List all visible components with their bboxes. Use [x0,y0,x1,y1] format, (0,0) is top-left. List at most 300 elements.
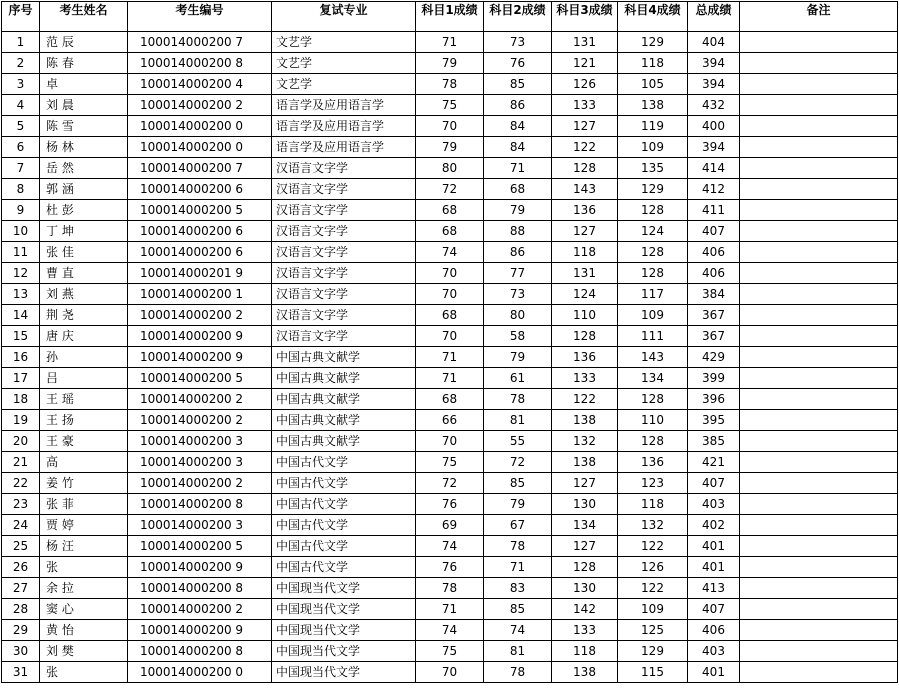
cell-major: 中国古代文学 [272,452,416,473]
score-table [1,1,898,683]
cell-subject-3: 118 [552,242,618,263]
cell-name: 窦 心 [40,599,128,620]
cell-subject-3: 143 [552,179,618,200]
cell-index: 10 [2,221,40,242]
cell-subject-2: 81 [484,641,552,662]
cell-total: 394 [688,74,740,95]
cell-subject-1: 76 [416,494,484,515]
cell-remark [740,557,898,578]
cell-name: 刘 晨 [40,95,128,116]
cell-subject-4: 143 [618,347,688,368]
cell-major: 汉语言文字学 [272,200,416,221]
cell-remark [740,578,898,599]
cell-major: 中国古典文献学 [272,431,416,452]
cell-remark [740,137,898,158]
cell-subject-2: 58 [484,326,552,347]
cell-subject-2: 76 [484,53,552,74]
cell-subject-4: 128 [618,242,688,263]
cell-subject-1: 70 [416,662,484,683]
cell-total: 432 [688,95,740,116]
cell-total: 367 [688,326,740,347]
cell-remark [740,431,898,452]
cell-total: 406 [688,620,740,641]
cell-index: 25 [2,536,40,557]
table-row [2,494,898,515]
cell-subject-2: 83 [484,578,552,599]
cell-subject-2: 79 [484,494,552,515]
cell-name: 杨 汪 [40,536,128,557]
cell-subject-4: 109 [618,305,688,326]
cell-subject-3: 132 [552,431,618,452]
cell-subject-2: 85 [484,599,552,620]
cell-total: 401 [688,536,740,557]
cell-total: 407 [688,599,740,620]
cell-subject-3: 133 [552,368,618,389]
table-row [2,95,898,116]
cell-major: 汉语言文字学 [272,263,416,284]
cell-total: 367 [688,305,740,326]
cell-subject-4: 126 [618,557,688,578]
cell-index: 9 [2,200,40,221]
cell-subject-2: 86 [484,95,552,116]
cell-subject-2: 77 [484,263,552,284]
cell-subject-2: 79 [484,347,552,368]
cell-major: 中国现当代文学 [272,620,416,641]
cell-subject-3: 131 [552,32,618,53]
cell-subject-2: 71 [484,557,552,578]
cell-subject-3: 130 [552,578,618,599]
cell-subject-4: 129 [618,179,688,200]
cell-name: 高 [40,452,128,473]
cell-subject-3: 127 [552,473,618,494]
cell-subject-2: 73 [484,32,552,53]
cell-subject-1: 70 [416,284,484,305]
cell-remark [740,326,898,347]
cell-name: 余 拉 [40,578,128,599]
cell-subject-4: 111 [618,326,688,347]
table-row [2,410,898,431]
cell-subject-4: 110 [618,410,688,431]
cell-remark [740,158,898,179]
cell-major: 中国古代文学 [272,557,416,578]
cell-total: 403 [688,641,740,662]
header-subject-2: 科目2成绩 [484,2,552,32]
cell-candidate-id: 100014000200 6 [128,221,272,242]
cell-index: 31 [2,662,40,683]
cell-subject-4: 138 [618,95,688,116]
cell-subject-4: 135 [618,158,688,179]
cell-total: 406 [688,263,740,284]
cell-name: 范 辰 [40,32,128,53]
cell-subject-4: 128 [618,431,688,452]
cell-candidate-id: 100014000200 8 [128,578,272,599]
cell-candidate-id: 100014000200 3 [128,431,272,452]
cell-remark [740,536,898,557]
cell-name: 张 菲 [40,494,128,515]
cell-total: 399 [688,368,740,389]
cell-total: 407 [688,221,740,242]
cell-remark [740,389,898,410]
cell-major: 文艺学 [272,32,416,53]
cell-subject-4: 115 [618,662,688,683]
cell-subject-4: 109 [618,599,688,620]
cell-remark [740,74,898,95]
header-subject-3: 科目3成绩 [552,2,618,32]
table-row [2,179,898,200]
cell-index: 19 [2,410,40,431]
cell-major: 中国古代文学 [272,494,416,515]
cell-subject-4: 122 [618,536,688,557]
cell-subject-2: 85 [484,473,552,494]
cell-subject-3: 127 [552,116,618,137]
header-index: 序号 [2,2,40,32]
cell-subject-3: 138 [552,662,618,683]
header-subject-1: 科目1成绩 [416,2,484,32]
cell-candidate-id: 100014000201 9 [128,263,272,284]
cell-name: 岳 然 [40,158,128,179]
header-row [2,2,898,32]
cell-index: 3 [2,74,40,95]
cell-subject-2: 72 [484,452,552,473]
cell-subject-1: 72 [416,473,484,494]
table-row [2,221,898,242]
cell-candidate-id: 100014000200 2 [128,599,272,620]
cell-subject-4: 128 [618,263,688,284]
table-row [2,137,898,158]
cell-subject-1: 72 [416,179,484,200]
cell-remark [740,242,898,263]
cell-major: 语言学及应用语言学 [272,116,416,137]
cell-major: 汉语言文字学 [272,305,416,326]
cell-subject-1: 70 [416,431,484,452]
cell-name: 黄 怡 [40,620,128,641]
cell-major: 中国古典文献学 [272,347,416,368]
cell-major: 汉语言文字学 [272,242,416,263]
cell-subject-2: 78 [484,662,552,683]
cell-subject-1: 78 [416,578,484,599]
cell-subject-2: 80 [484,305,552,326]
cell-major: 文艺学 [272,53,416,74]
cell-index: 28 [2,599,40,620]
cell-subject-3: 124 [552,284,618,305]
cell-name: 孙 [40,347,128,368]
cell-candidate-id: 100014000200 2 [128,305,272,326]
cell-name: 张 佳 [40,242,128,263]
cell-candidate-id: 100014000200 9 [128,620,272,641]
cell-index: 21 [2,452,40,473]
cell-index: 18 [2,389,40,410]
cell-candidate-id: 100014000200 2 [128,95,272,116]
table-row [2,515,898,536]
table-row [2,641,898,662]
cell-subject-3: 133 [552,95,618,116]
cell-index: 8 [2,179,40,200]
cell-candidate-id: 100014000200 6 [128,179,272,200]
cell-total: 411 [688,200,740,221]
cell-index: 14 [2,305,40,326]
cell-subject-1: 74 [416,242,484,263]
cell-name: 刘 樊 [40,641,128,662]
cell-total: 396 [688,389,740,410]
cell-candidate-id: 100014000200 7 [128,158,272,179]
cell-total: 407 [688,473,740,494]
cell-subject-1: 71 [416,32,484,53]
cell-remark [740,494,898,515]
cell-major: 语言学及应用语言学 [272,95,416,116]
cell-total: 421 [688,452,740,473]
cell-remark [740,347,898,368]
table-row [2,158,898,179]
cell-subject-4: 134 [618,368,688,389]
cell-remark [740,473,898,494]
cell-index: 27 [2,578,40,599]
cell-name: 刘 燕 [40,284,128,305]
cell-total: 401 [688,662,740,683]
cell-subject-2: 78 [484,536,552,557]
table-row [2,389,898,410]
cell-remark [740,599,898,620]
cell-subject-3: 126 [552,74,618,95]
header-remark: 备注 [740,2,898,32]
cell-remark [740,410,898,431]
cell-subject-3: 130 [552,494,618,515]
cell-subject-2: 85 [484,74,552,95]
cell-total: 429 [688,347,740,368]
cell-subject-1: 71 [416,347,484,368]
cell-subject-4: 136 [618,452,688,473]
cell-subject-1: 70 [416,263,484,284]
cell-subject-3: 131 [552,263,618,284]
cell-subject-1: 79 [416,53,484,74]
cell-major: 中国古代文学 [272,536,416,557]
cell-remark [740,452,898,473]
cell-index: 2 [2,53,40,74]
cell-subject-1: 70 [416,326,484,347]
cell-subject-1: 75 [416,641,484,662]
cell-major: 汉语言文字学 [272,326,416,347]
table-row [2,620,898,641]
cell-index: 30 [2,641,40,662]
cell-candidate-id: 100014000200 5 [128,368,272,389]
cell-subject-2: 71 [484,158,552,179]
cell-subject-3: 128 [552,557,618,578]
cell-name: 贾 婷 [40,515,128,536]
cell-subject-1: 75 [416,452,484,473]
cell-name: 卓 [40,74,128,95]
cell-major: 汉语言文字学 [272,179,416,200]
cell-remark [740,263,898,284]
cell-subject-2: 67 [484,515,552,536]
cell-major: 汉语言文字学 [272,158,416,179]
cell-major: 汉语言文字学 [272,284,416,305]
cell-major: 中国现当代文学 [272,599,416,620]
cell-total: 400 [688,116,740,137]
cell-subject-1: 78 [416,74,484,95]
cell-subject-1: 74 [416,536,484,557]
cell-subject-3: 118 [552,641,618,662]
table-row [2,368,898,389]
cell-name: 曹 直 [40,263,128,284]
cell-remark [740,221,898,242]
cell-remark [740,515,898,536]
cell-candidate-id: 100014000200 9 [128,326,272,347]
cell-index: 24 [2,515,40,536]
cell-index: 4 [2,95,40,116]
cell-subject-3: 136 [552,347,618,368]
cell-remark [740,95,898,116]
cell-subject-3: 138 [552,452,618,473]
cell-candidate-id: 100014000200 9 [128,347,272,368]
cell-name: 陈 雪 [40,116,128,137]
cell-major: 中国古代文学 [272,473,416,494]
cell-subject-3: 127 [552,221,618,242]
cell-subject-3: 142 [552,599,618,620]
cell-subject-4: 129 [618,32,688,53]
cell-subject-4: 128 [618,200,688,221]
table-row [2,536,898,557]
cell-major: 汉语言文字学 [272,221,416,242]
cell-index: 17 [2,368,40,389]
cell-subject-1: 74 [416,620,484,641]
cell-index: 1 [2,32,40,53]
cell-name: 杜 彭 [40,200,128,221]
cell-candidate-id: 100014000200 1 [128,284,272,305]
cell-major: 中国古典文献学 [272,368,416,389]
cell-total: 403 [688,494,740,515]
cell-subject-2: 68 [484,179,552,200]
cell-subject-1: 71 [416,599,484,620]
cell-name: 唐 庆 [40,326,128,347]
cell-index: 11 [2,242,40,263]
cell-candidate-id: 100014000200 2 [128,410,272,431]
cell-index: 16 [2,347,40,368]
cell-candidate-id: 100014000200 3 [128,452,272,473]
cell-remark [740,662,898,683]
table-row [2,557,898,578]
cell-subject-2: 74 [484,620,552,641]
cell-total: 385 [688,431,740,452]
table-row [2,74,898,95]
cell-major: 中国古典文献学 [272,389,416,410]
cell-subject-2: 61 [484,368,552,389]
cell-major: 中国古典文献学 [272,410,416,431]
cell-subject-3: 138 [552,410,618,431]
cell-subject-1: 79 [416,137,484,158]
table-row [2,242,898,263]
cell-subject-3: 110 [552,305,618,326]
cell-subject-2: 55 [484,431,552,452]
cell-name: 郭 涵 [40,179,128,200]
cell-subject-4: 118 [618,53,688,74]
cell-name: 张 [40,662,128,683]
cell-subject-1: 75 [416,95,484,116]
cell-candidate-id: 100014000200 0 [128,116,272,137]
table-row [2,53,898,74]
cell-index: 26 [2,557,40,578]
cell-subject-1: 76 [416,557,484,578]
cell-subject-1: 68 [416,389,484,410]
cell-subject-2: 78 [484,389,552,410]
table-row [2,473,898,494]
table-row [2,263,898,284]
cell-name: 陈 春 [40,53,128,74]
table-row [2,452,898,473]
header-candidate-id: 考生编号 [128,2,272,32]
cell-candidate-id: 100014000200 5 [128,200,272,221]
cell-candidate-id: 100014000200 3 [128,515,272,536]
cell-subject-2: 81 [484,410,552,431]
cell-total: 394 [688,53,740,74]
table-row [2,578,898,599]
cell-candidate-id: 100014000200 5 [128,536,272,557]
table-row [2,200,898,221]
cell-index: 22 [2,473,40,494]
cell-subject-3: 127 [552,536,618,557]
cell-subject-4: 129 [618,641,688,662]
cell-major: 中国现当代文学 [272,578,416,599]
cell-candidate-id: 100014000200 0 [128,137,272,158]
header-subject-4: 科目4成绩 [618,2,688,32]
cell-subject-4: 119 [618,116,688,137]
cell-index: 23 [2,494,40,515]
cell-remark [740,641,898,662]
cell-total: 406 [688,242,740,263]
cell-subject-2: 84 [484,137,552,158]
cell-candidate-id: 100014000200 2 [128,389,272,410]
cell-subject-1: 68 [416,200,484,221]
cell-subject-2: 73 [484,284,552,305]
cell-subject-1: 70 [416,116,484,137]
cell-index: 12 [2,263,40,284]
cell-subject-4: 122 [618,578,688,599]
header-major: 复试专业 [272,2,416,32]
cell-name: 杨 林 [40,137,128,158]
cell-subject-4: 132 [618,515,688,536]
cell-index: 7 [2,158,40,179]
cell-candidate-id: 100014000200 7 [128,32,272,53]
cell-remark [740,32,898,53]
cell-remark [740,620,898,641]
cell-total: 402 [688,515,740,536]
cell-major: 文艺学 [272,74,416,95]
cell-subject-4: 109 [618,137,688,158]
cell-subject-4: 118 [618,494,688,515]
header-name: 考生姓名 [40,2,128,32]
table-row [2,284,898,305]
table-row [2,326,898,347]
cell-subject-4: 105 [618,74,688,95]
cell-name: 丁 坤 [40,221,128,242]
cell-candidate-id: 100014000200 4 [128,74,272,95]
cell-index: 20 [2,431,40,452]
cell-subject-3: 134 [552,515,618,536]
cell-remark [740,368,898,389]
table-row [2,347,898,368]
cell-subject-1: 80 [416,158,484,179]
cell-remark [740,116,898,137]
cell-candidate-id: 100014000200 8 [128,53,272,74]
table-body [2,32,898,683]
cell-major: 中国现当代文学 [272,641,416,662]
cell-name: 姜 竹 [40,473,128,494]
table-row [2,599,898,620]
table-row [2,662,898,683]
cell-name: 王 豪 [40,431,128,452]
cell-total: 384 [688,284,740,305]
cell-total: 404 [688,32,740,53]
cell-index: 15 [2,326,40,347]
cell-candidate-id: 100014000200 6 [128,242,272,263]
